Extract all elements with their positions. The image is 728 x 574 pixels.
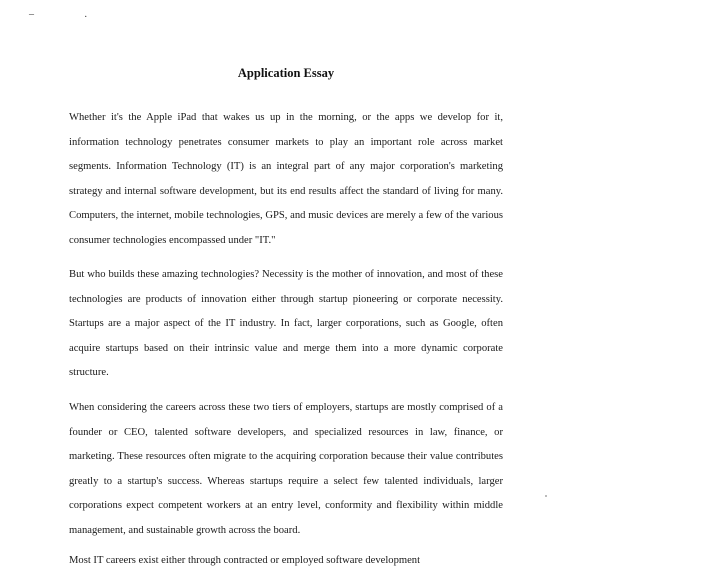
corner-marks: – .	[29, 9, 111, 20]
paragraph-3: When considering the careers across these two tiers of employers, startups are mostly comprised of a founder or CEO, talented software developers, and specialized resources in law, finance, or marketing. These resources often migrate to the acquiring corporation because their value contributes greatly to a startup's success. Whereas startups require a select few talented individuals, larger corporations expect competent workers at an entry level, conformity and flexibility within middle management, and sustainable growth across the board.	[69, 402, 503, 536]
paragraph-4: Most IT careers exist either through contracted or employed software development	[69, 555, 421, 566]
paragraph-2: But who builds these amazing technologies? Necessity is the mother of innovation, and most of these technologies are products of innovation either through startup pioneering or corporate necessity. Startups are a major aspect of the IT industry. In fact, larger corporations, such as Google, often acquire startups based on their intrinsic value and merge them into a more dynamic corporate structure.	[69, 269, 503, 379]
scan-speck	[545, 495, 547, 497]
page-title: Application Essay	[237, 66, 335, 80]
paragraph-1: Whether it's the Apple iPad that wakes us up in the morning, or the apps we develop for it, information technology penetrates consumer markets to play an important role across market segments. Information Technology (IT) is an integral part of any major corporation's marketing strategy and internal software development, but its end results affect the standard of living for many. Computers, the internet, mobile technologies, GPS, and music devices are merely a few of the various consumer technologies encompassed under "IT."	[69, 112, 503, 246]
